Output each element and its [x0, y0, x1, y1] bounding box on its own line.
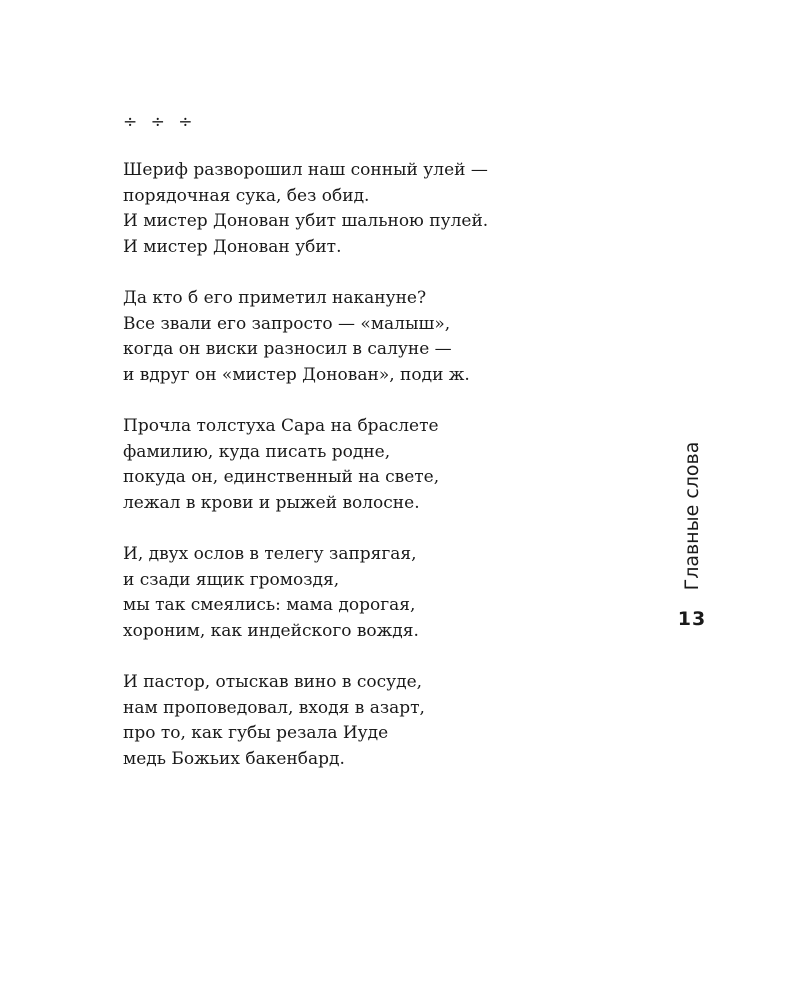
poem-line: про то, как губы резала Иуде [123, 723, 389, 743]
stanza-5 [123, 670, 663, 772]
stanza-4 [123, 542, 663, 644]
poem-line: порядочная сука, без обид. [123, 185, 370, 206]
stanza-2 [123, 286, 663, 388]
poem-line: Да кто б его приметил накануне? [123, 288, 427, 308]
poem-line: мы так смеялись: мама дорогая, [123, 595, 416, 615]
poem-line: лежал в крови и рыжей волосне. [123, 492, 420, 513]
stanza-1 [123, 158, 663, 260]
poem [123, 158, 663, 798]
poem-line: когда он виски разносил в салуне — [123, 339, 452, 359]
poem-line: медь Божьих бакенбард. [123, 748, 345, 769]
poem-line: фамилию, куда писать родне, [123, 441, 391, 462]
poem-line: и вдруг он «мистер Донован», поди ж. [123, 364, 470, 385]
running-head: Главные слова [681, 441, 703, 591]
poem-line: Все звали его запросто — «малыш», [123, 313, 451, 334]
page-number: 13 [677, 608, 707, 630]
poem-line: нам проповедовал, входя в азарт, [123, 697, 425, 718]
poem-line: И мистер Донован убит. [123, 236, 342, 257]
poem-line: И пастор, отыскав вино в сосуде, [123, 672, 423, 692]
poem-line: Прочла толстуха Сара на браслете [123, 416, 439, 436]
section-separator: ÷ ÷ ÷ [123, 112, 197, 132]
poem-line: И, двух ослов в телегу запрягая, [123, 544, 417, 564]
poem-line: и сзади ящик громоздя, [123, 569, 340, 590]
poem-line: Шериф разворошил наш сонный улей — [123, 160, 488, 180]
poem-line: И мистер Донован убит шальною пулей. [123, 211, 489, 231]
poem-line: покуда он, единственный на свете, [123, 467, 440, 487]
stanza-3 [123, 414, 663, 516]
poem-line: хороним, как индейского вождя. [123, 620, 419, 641]
